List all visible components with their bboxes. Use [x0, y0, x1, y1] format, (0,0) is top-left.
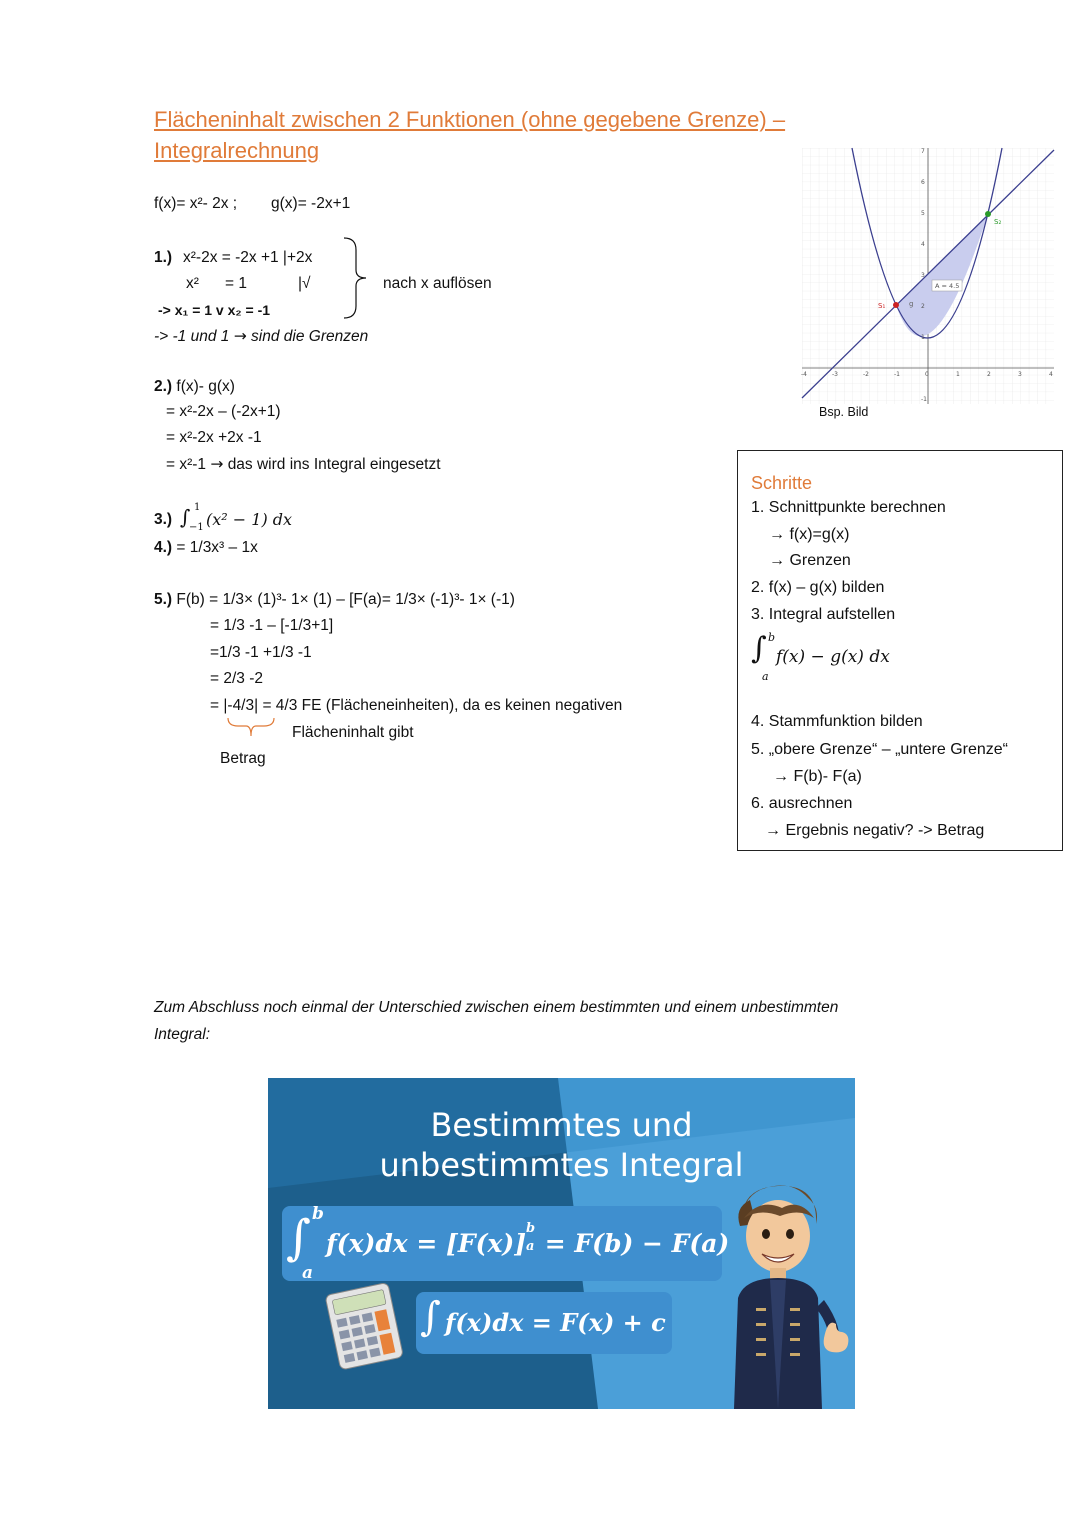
step1-line2-op: |√: [298, 275, 311, 292]
closing-line1: Zum Abschluss noch einmal der Unterschied zwischen einem bestimmten und einem unbestimmten: [154, 999, 839, 1016]
calculator-icon: [320, 1278, 410, 1373]
steps-item-6a: → Ergebnis negativ? -> Betrag: [765, 822, 985, 839]
x-tick-label: -2: [863, 371, 869, 378]
steps-formula-body: f(x) − g(x) dx: [776, 647, 890, 667]
s2-label: S₂: [994, 218, 1002, 226]
step1-bounds-note: sind die Grenzen: [251, 328, 369, 345]
curly-brace-right: [340, 236, 370, 320]
x-tick-label: 1: [956, 371, 960, 378]
steps-formula-upper: b: [768, 631, 776, 644]
thumbnail-title-line1: Bestimmtes und: [430, 1106, 693, 1144]
integral-sign-icon: ∫: [180, 505, 191, 529]
step4-number: 4.): [154, 539, 173, 556]
formula1-body: [326, 1221, 730, 1258]
intersection-s2: [985, 211, 991, 217]
steps-item-1b: → Grenzen: [769, 552, 851, 569]
y-tick-label: -1: [921, 396, 927, 403]
step1-brace-note: nach x auflösen: [383, 275, 492, 292]
g-label: g: [909, 300, 914, 308]
x-tick-label: -4: [801, 371, 807, 378]
s1-label: S₁: [878, 302, 886, 310]
step5-line5: [210, 697, 622, 715]
step3-integrand: (x² − 1) dx: [206, 510, 293, 529]
y-tick-label: 5: [921, 210, 925, 217]
closing-line2: Integral:: [154, 1026, 211, 1043]
step5-number: 5.): [154, 591, 173, 608]
formula1-sub: a: [526, 1239, 535, 1254]
x-tick-label: 0: [925, 371, 929, 378]
area-label: A = 4.5: [935, 282, 960, 290]
step2-line2: = x²-2x – (-2x+1): [166, 403, 281, 420]
step5-absolute-value: |-4/3|: [223, 697, 259, 714]
step2-number: 2.): [154, 378, 173, 395]
step1-bounds-values: -> -1 und 1: [154, 328, 230, 345]
step5-brace-label: Betrag: [220, 750, 266, 767]
y-tick-label: 1: [921, 334, 925, 341]
steps-item-6: 6. ausrechnen: [751, 795, 853, 812]
steps-item-2: 2. f(x) – g(x) bilden: [751, 579, 885, 596]
y-tick-label: 7: [921, 148, 925, 155]
step5-line6: Flächeninhalt gibt: [292, 724, 414, 741]
thumbnail-title-line2: unbestimmtes Integral: [379, 1146, 744, 1184]
page-title-line2: Integralrechnung: [154, 138, 320, 163]
formula2-body: f(x)dx = F(x) + c: [445, 1308, 666, 1337]
intersection-s1: [893, 302, 899, 308]
step1-line1: x²-2x = -2x +1 |+2x: [183, 249, 313, 266]
step4-line: [154, 539, 258, 557]
step1-solutions: -> x₁ = 1 v x₂ = -1: [158, 302, 271, 318]
step5-line3: =1/3 -1 +1/3 -1: [210, 644, 312, 661]
curly-brace-under: [226, 716, 276, 746]
formula1-rhs: = F(b) − F(a): [536, 1229, 730, 1258]
steps-box: [737, 450, 1063, 851]
steps-box-title: Schritte: [751, 473, 813, 493]
formula1-lhs: f(x)dx = [F(x)]: [326, 1229, 527, 1258]
step1-bounds: [154, 327, 368, 346]
steps-item-1: 1. Schnittpunkte berechnen: [751, 499, 946, 516]
step3-number: 3.): [154, 511, 173, 528]
step1-number: 1.): [154, 249, 173, 266]
y-tick-label: 4: [921, 241, 925, 248]
steps-formula-lower: a: [762, 670, 769, 683]
step4-antiderivative: = 1/3x³ – 1x: [176, 539, 258, 556]
function-graph: [802, 148, 1054, 404]
step1-line2-lhs: x²: [186, 275, 199, 292]
step2-expression: f(x)- g(x): [176, 378, 235, 395]
y-tick-label: 2: [921, 303, 925, 310]
y-tick-label: 3: [921, 272, 925, 279]
integral-sign-icon: ∫: [286, 1210, 312, 1266]
arrow-right-icon: →: [233, 327, 247, 345]
formula1-lower: a: [302, 1263, 314, 1283]
function-g: g(x)= -2x+1: [271, 195, 351, 212]
arrow-right-icon: →: [210, 455, 224, 473]
formula1-upper: b: [312, 1204, 324, 1224]
x-tick-label: 3: [1018, 371, 1022, 378]
x-tick-label: -3: [832, 371, 838, 378]
steps-item-1a: → f(x)=g(x): [769, 526, 850, 543]
step2-line3: = x²-2x +2x -1: [166, 429, 262, 446]
step2-line4: [166, 455, 441, 474]
x-tick-label: 2: [987, 371, 991, 378]
video-thumbnail[interactable]: [268, 1078, 855, 1409]
step3-lower-bound: −1: [189, 522, 204, 533]
step1-line2-rhs: = 1: [225, 275, 247, 292]
step2-note: das wird ins Integral eingesetzt: [227, 456, 441, 473]
step5-equals: =: [210, 697, 220, 714]
x-tick-label: -1: [894, 371, 900, 378]
y-tick-label: 6: [921, 179, 925, 186]
steps-item-5: 5. „obere Grenze“ – „untere Grenze“: [751, 741, 1009, 758]
step5-result: = 4/3 FE (Flächeneinheiten), da es keinen negativen: [262, 697, 623, 714]
page-title: Flächeninhalt zwischen 2 Funktionen (ohne gegebene Grenze) –: [154, 107, 786, 132]
character-illustration: [720, 1178, 855, 1409]
step3-upper-bound: 1: [194, 502, 201, 513]
function-f: f(x)= x²- 2x ;: [154, 195, 238, 212]
steps-item-5a: → F(b)- F(a): [773, 768, 862, 785]
x-tick-label: 4: [1049, 371, 1053, 378]
graph-caption: Bsp. Bild: [819, 405, 869, 419]
step5-line4: = 2/3 -2: [210, 670, 263, 687]
step5-line2: = 1/3 -1 – [-1/3+1]: [210, 617, 334, 634]
formula1-sup: b: [526, 1221, 536, 1236]
integral-sign-icon: ∫: [751, 631, 767, 666]
step5-line1: [154, 591, 515, 609]
step2-result: = x²-1: [166, 456, 207, 473]
step5-evaluation: F(b) = 1/3× (1)³- 1× (1) – [F(a)= 1/3× (-1)³- 1× (-1): [176, 591, 515, 608]
step2-line1: [154, 378, 235, 396]
steps-item-3: 3. Integral aufstellen: [751, 606, 896, 623]
integral-sign-icon: ∫: [420, 1294, 441, 1340]
steps-item-4: 4. Stammfunktion bilden: [751, 713, 923, 730]
